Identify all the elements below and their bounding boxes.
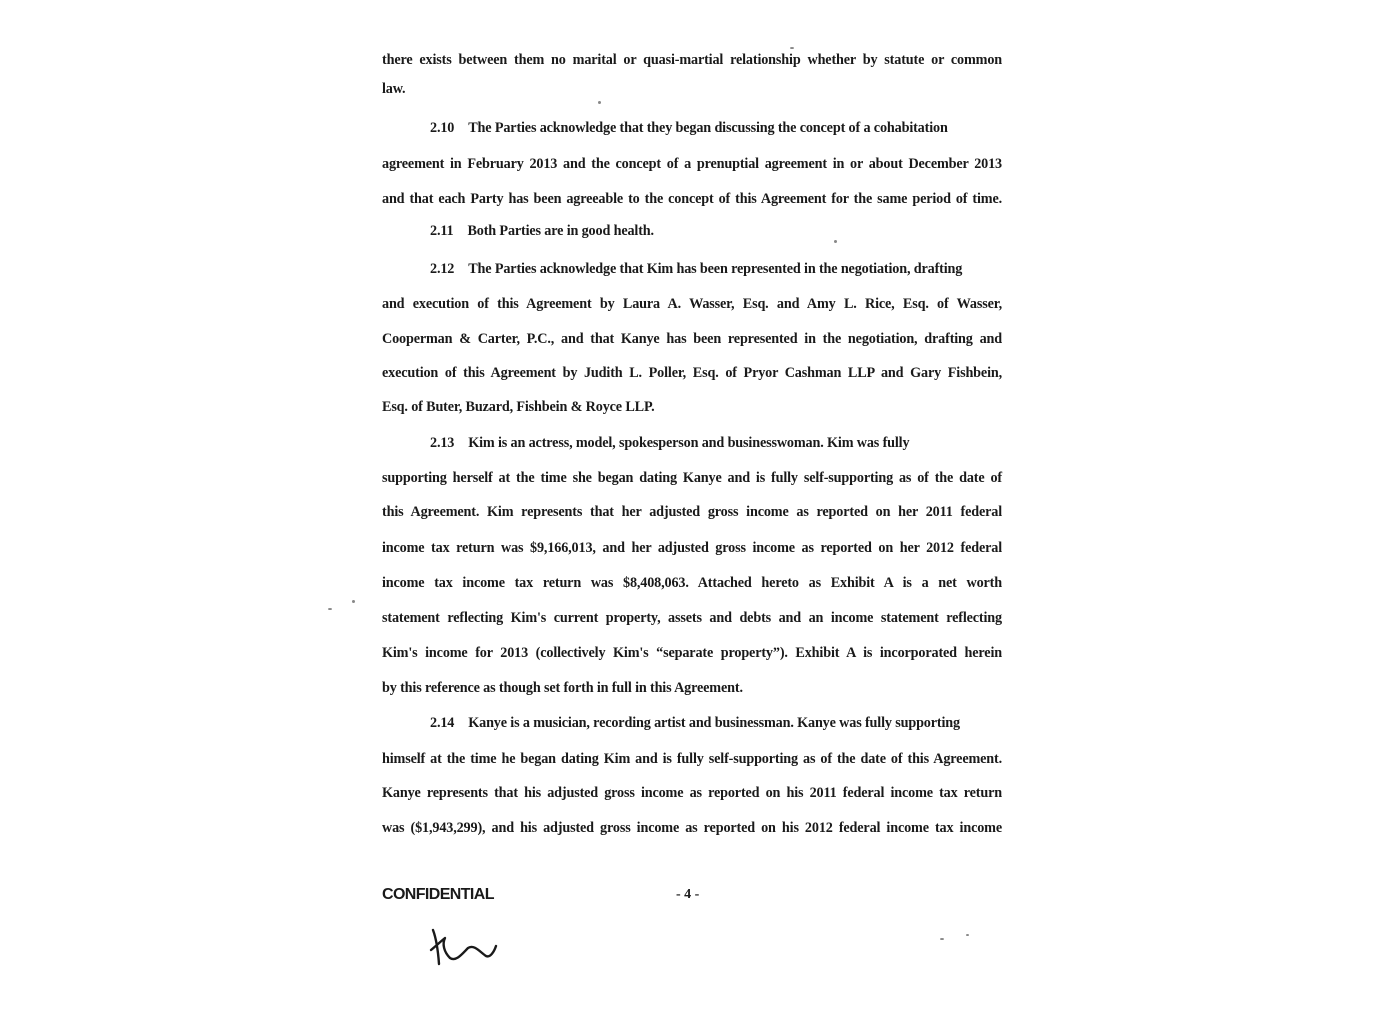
scan-speck (328, 608, 332, 610)
text-line: Both Parties are in good health. (467, 223, 654, 239)
text-line: there exists between them no marital or quasi-martial relationship whether by statute or common (382, 52, 1002, 68)
text-line: income tax return was $9,166,013, and her adjusted gross income as reported on her 2012 federal (382, 540, 1002, 556)
paragraph-2-10-first-line (382, 119, 1002, 137)
text-line: Cooperman & Carter, P.C., and that Kanye has been represented in the negotiation, drafting and (382, 331, 1002, 347)
paragraph-2-12-first-line (382, 260, 1002, 278)
paragraph-2-14-first-line (382, 714, 1002, 732)
scan-speck (834, 240, 837, 243)
text-line: Esq. of Buter, Buzard, Fishbein & Royce LLP. (382, 399, 655, 415)
page-number: - 4 - (676, 887, 700, 902)
text-line: execution of this Agreement by Judith L. Poller, Esq. of Pryor Cashman LLP and Gary Fishbein, (382, 365, 1002, 381)
initials-signature-icon (428, 922, 500, 968)
text-line: this Agreement. Kim represents that her adjusted gross income as reported on her 2011 federal (382, 504, 1002, 520)
text-line: supporting herself at the time she began dating Kanye and is fully self-supporting as of the date of (382, 470, 1002, 486)
text-line: agreement in February 2013 and the concept of a prenuptial agreement in or about December 2013 (382, 156, 1002, 172)
text-line: income tax income tax return was $8,408,063. Attached hereto as Exhibit A is a net worth (382, 575, 1002, 591)
paragraph-2-13-first-line (382, 434, 1002, 452)
paragraph-2-11 (382, 222, 1002, 240)
text-line: law. (382, 81, 406, 97)
text-line: The Parties acknowledge that they began discussing the concept of a cohabitation (468, 120, 948, 136)
text-line: Kim is an actress, model, spokesperson and businesswoman. Kim was fully (468, 435, 910, 451)
section-number: 2.13 (430, 435, 455, 451)
text-line: Kim's income for 2013 (collectively Kim's “separate property”). Exhibit A is incorporated herein (382, 645, 1002, 661)
text-line: The Parties acknowledge that Kim has been represented in the negotiation, drafting (468, 261, 963, 277)
text-line: and that each Party has been agreeable to the concept of this Agreement for the same period of time. (382, 191, 1002, 207)
scan-speck (940, 938, 944, 940)
text-line: was ($1,943,299), and his adjusted gross income as reported on his 2012 federal income tax income (382, 820, 1002, 836)
text-line: Kanye represents that his adjusted gross income as reported on his 2011 federal income tax return (382, 785, 1002, 801)
text-line: by this reference as though set forth in full in this Agreement. (382, 680, 743, 696)
scan-speck (352, 600, 355, 603)
scan-speck (598, 101, 601, 104)
section-number: 2.11 (430, 223, 454, 239)
confidential-label: CONFIDENTIAL (382, 886, 494, 903)
text-line: and execution of this Agreement by Laura A. Wasser, Esq. and Amy L. Rice, Esq. of Wasser, (382, 296, 1002, 312)
text-line: Kanye is a musician, recording artist and businessman. Kanye was fully supporting (468, 715, 960, 731)
text-line: statement reflecting Kim's current property, assets and debts and an income statement reflecting (382, 610, 1002, 626)
section-number: 2.14 (430, 715, 455, 731)
scan-speck (966, 934, 969, 936)
text-line: himself at the time he began dating Kim and is fully self-supporting as of the date of this Agreement. (382, 751, 1002, 767)
section-number: 2.12 (430, 261, 455, 277)
section-number: 2.10 (430, 120, 455, 136)
scan-speck (790, 47, 794, 49)
